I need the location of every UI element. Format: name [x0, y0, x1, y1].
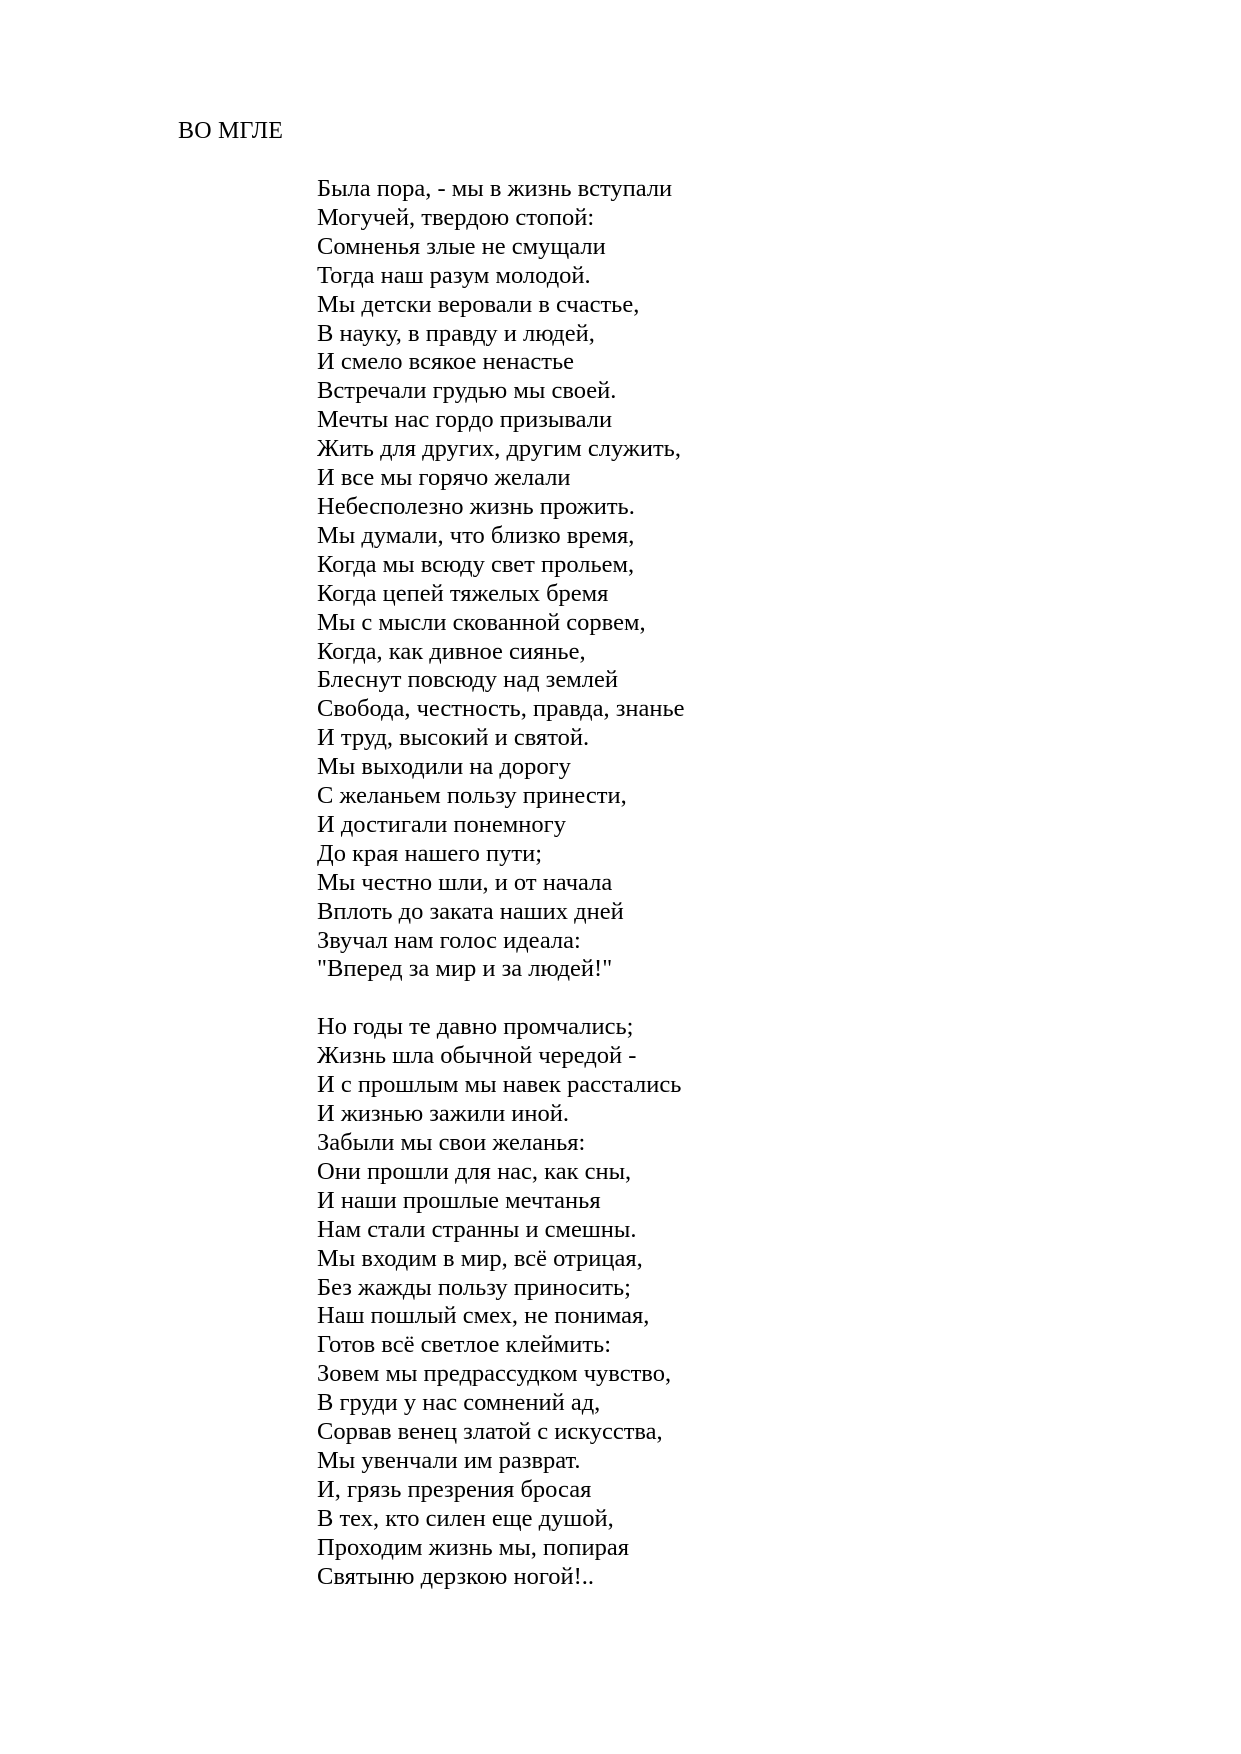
- poem-line: Мы выходили на дорогу: [317, 753, 571, 781]
- poem-line: И смело всякое ненастье: [317, 348, 575, 376]
- poem-line: Жизнь шла обычной чередой -: [317, 1042, 637, 1070]
- poem-line: Встречали грудью мы своей.: [317, 377, 617, 405]
- poem-line: Мы детски веровали в счастье,: [317, 290, 640, 318]
- poem-line: Небесполезно жизнь прожить.: [317, 492, 635, 520]
- poem-line: Мы с мысли скованной сорвем,: [317, 608, 646, 636]
- poem-line: И наши прошлые мечтанья: [317, 1186, 601, 1214]
- poem-line: Сорвав венец златой с искусства,: [317, 1418, 663, 1446]
- poem-line: Забыли мы свои желанья:: [317, 1129, 586, 1156]
- poem-line: Когда мы всюду свет прольем,: [317, 550, 635, 578]
- poem-line: Жить для других, другим служить,: [317, 435, 681, 463]
- poem-line: Наш пошлый смех, не понимая,: [317, 1302, 650, 1330]
- poem-line: Готов всё светлое клеймить:: [317, 1331, 612, 1359]
- poem-line: И труд, высокий и святой.: [317, 724, 590, 752]
- poem-line: Они прошли для нас, как сны,: [317, 1157, 632, 1185]
- poem-line: Мы честно шли, и от начала: [317, 868, 613, 896]
- poem-line: Свобода, честность, правда, знанье: [317, 695, 685, 723]
- poem-line: "Вперед за мир и за людей!": [317, 955, 613, 983]
- poem-line: Когда цепей тяжелых бремя: [317, 579, 609, 607]
- poem-line: Сомненья злые не смущали: [317, 232, 606, 260]
- poem-line: Мы думали, что близко время,: [317, 521, 635, 549]
- poem-line: С желаньем пользу принести,: [317, 782, 627, 810]
- poem-line: И достигали понемногу: [317, 810, 566, 838]
- poem-line: Тогда наш разум молодой.: [317, 261, 591, 289]
- poem-line: До края нашего пути;: [317, 839, 543, 867]
- poem-line: Была пора, - мы в жизнь вступали: [317, 175, 673, 202]
- stanza-2: [317, 1013, 917, 1591]
- poem-line: Блеснут повсюду над землей: [317, 666, 618, 694]
- poem-line: Мы увенчали им разврат.: [317, 1446, 581, 1474]
- poem-line: И с прошлым мы навек расстались: [317, 1071, 682, 1099]
- poem-line: Зовем мы предрассудком чувство,: [317, 1360, 672, 1388]
- poem-line: И жизнью зажили иной.: [317, 1100, 570, 1128]
- poem-line: В груди у нас сомнений ад,: [317, 1389, 601, 1417]
- poem-line: Но годы те давно промчались;: [317, 1013, 634, 1041]
- poem-title: ВО МГЛЕ: [178, 118, 284, 144]
- poem-line: И, грязь презрения бросая: [317, 1475, 592, 1503]
- poem-line: Звучал нам голос идеала:: [317, 926, 581, 954]
- poem-line: Мы входим в мир, всё отрицая,: [317, 1244, 643, 1272]
- poem-body: [317, 175, 917, 1592]
- poem-line: В науку, в правду и людей,: [317, 319, 595, 347]
- stanza-1: [317, 175, 917, 984]
- poem-line: Мечты нас гордо призывали: [317, 406, 613, 434]
- poem-line: Святыню дерзкою ногой!..: [317, 1562, 595, 1590]
- poem-line: В тех, кто силен еще душой,: [317, 1504, 614, 1532]
- poem-line: И все мы горячо желали: [317, 464, 571, 492]
- poem-line: Когда, как дивное сиянье,: [317, 637, 586, 665]
- poem-line: Вплоть до заката наших дней: [317, 897, 624, 925]
- poem-line: Нам стали странны и смешны.: [317, 1215, 637, 1243]
- poem-line: Могучей, твердою стопой:: [317, 203, 595, 231]
- poem-line: Без жажды пользу приносить;: [317, 1273, 631, 1301]
- poem-line: Проходим жизнь мы, попирая: [317, 1533, 629, 1561]
